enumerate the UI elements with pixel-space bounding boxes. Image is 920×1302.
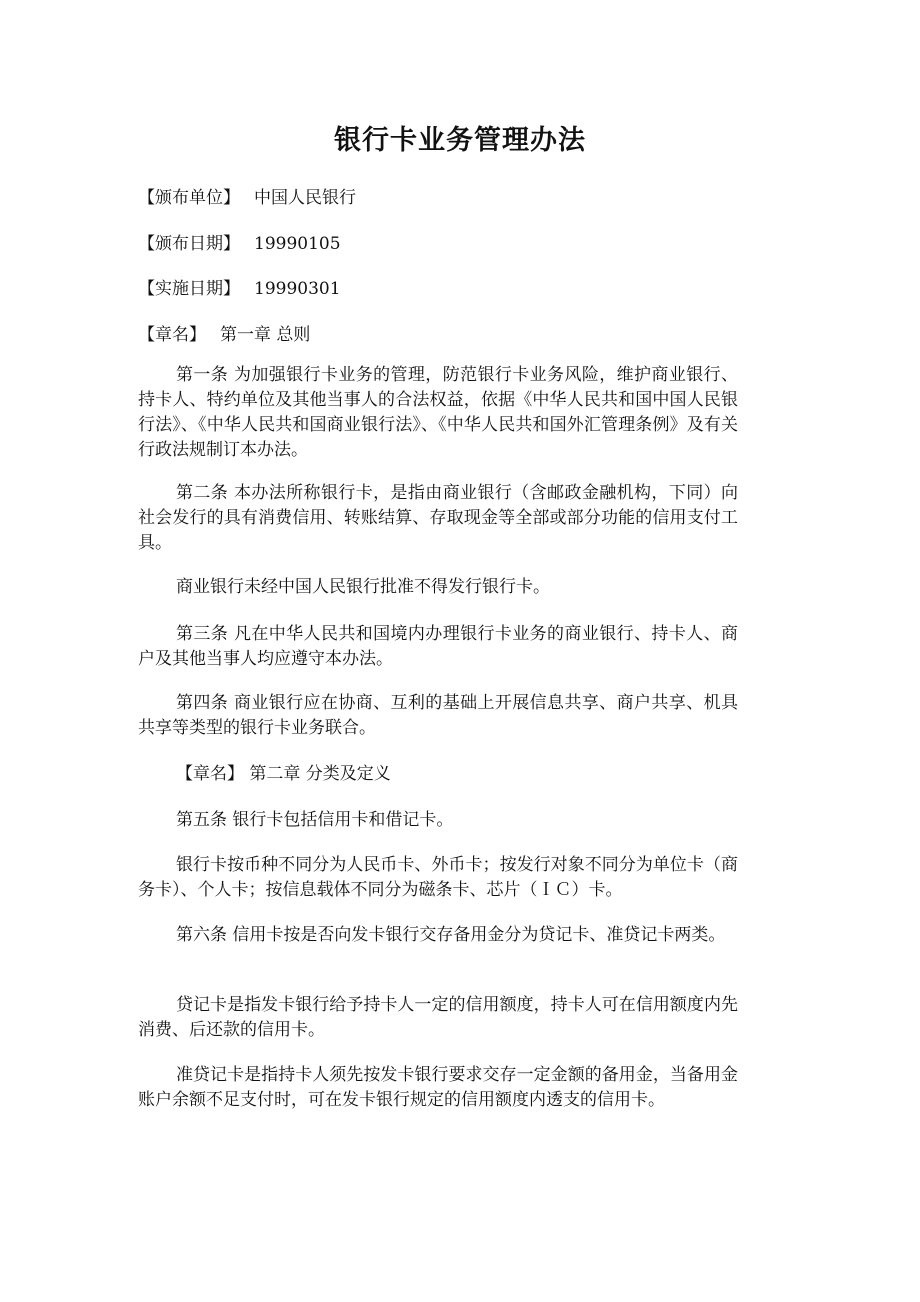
- meta-effective-date-value: 19990301: [254, 279, 341, 299]
- document-title: 银行卡业务管理办法: [334, 125, 586, 156]
- article-6: 第六条 信用卡按是否向发卡银行交存备用金分为贷记卡、准贷记卡两类。: [176, 925, 726, 945]
- article-4: 第四条 商业银行应在协商、互利的基础上开展信息共享、商户共享、机具共享等类型的银行卡业务联合。: [138, 693, 738, 738]
- article-2-para-2: 商业银行未经中国人民银行批准不得发行银行卡。: [176, 577, 550, 597]
- chapter-heading-2: 【章名】 第二章 分类及定义: [176, 764, 391, 784]
- meta-chapter-label: 【章名】: [138, 325, 206, 345]
- article-5-para-2: 银行卡按币种不同分为人民币卡、外币卡；按发行对象不同分为单位卡（商务卡）、个人卡；按信息载体不同分为磁条卡、芯片（ＩＣ）卡。: [138, 855, 738, 900]
- article-3: 第三条 凡在中华人民共和国境内办理银行卡业务的商业银行、持卡人、商户及其他当事人均应遵守本办法。: [138, 624, 738, 669]
- meta-issuer-value: 中国人民银行: [254, 188, 356, 208]
- meta-issuer-label: 【颁布单位】: [138, 188, 240, 208]
- article-1: 第一条 为加强银行卡业务的管理，防范银行卡业务风险，维护商业银行、持卡人、特约单位及其他当事人的合法权益，依据《中华人民共和国中国人民银行法》、《中华人民共和国商业银行法》、《中华人民共和国外汇管理条例》及有关行政法规制订本办法。: [138, 365, 738, 460]
- article-6-para-3: 准贷记卡是指持卡人须先按发卡银行要求交存一定金额的备用金，当备用金账户余额不足支付时，可在发卡银行规定的信用额度内透支的信用卡。: [138, 1065, 738, 1110]
- meta-effective-date-label: 【实施日期】: [138, 279, 240, 299]
- article-6-para-2: 贷记卡是指发卡银行给予持卡人一定的信用额度，持卡人可在信用额度内先消费、后还款的信用卡。: [138, 995, 738, 1040]
- meta-effective-date: [138, 274, 341, 299]
- meta-chapter-value: 第一章 总则: [220, 325, 311, 345]
- article-2: 第二条 本办法所称银行卡，是指由商业银行（含邮政金融机构，下同）向社会发行的具有消费信用、转账结算、存取现金等全部或部分功能的信用支付工具。: [138, 483, 738, 553]
- meta-issue-date: [138, 229, 341, 254]
- meta-issue-date-value: 19990105: [254, 234, 341, 254]
- meta-chapter: [138, 320, 310, 345]
- meta-issue-date-label: 【颁布日期】: [138, 234, 240, 254]
- article-5: 第五条 银行卡包括信用卡和借记卡。: [176, 810, 454, 830]
- meta-issuer: [138, 183, 356, 208]
